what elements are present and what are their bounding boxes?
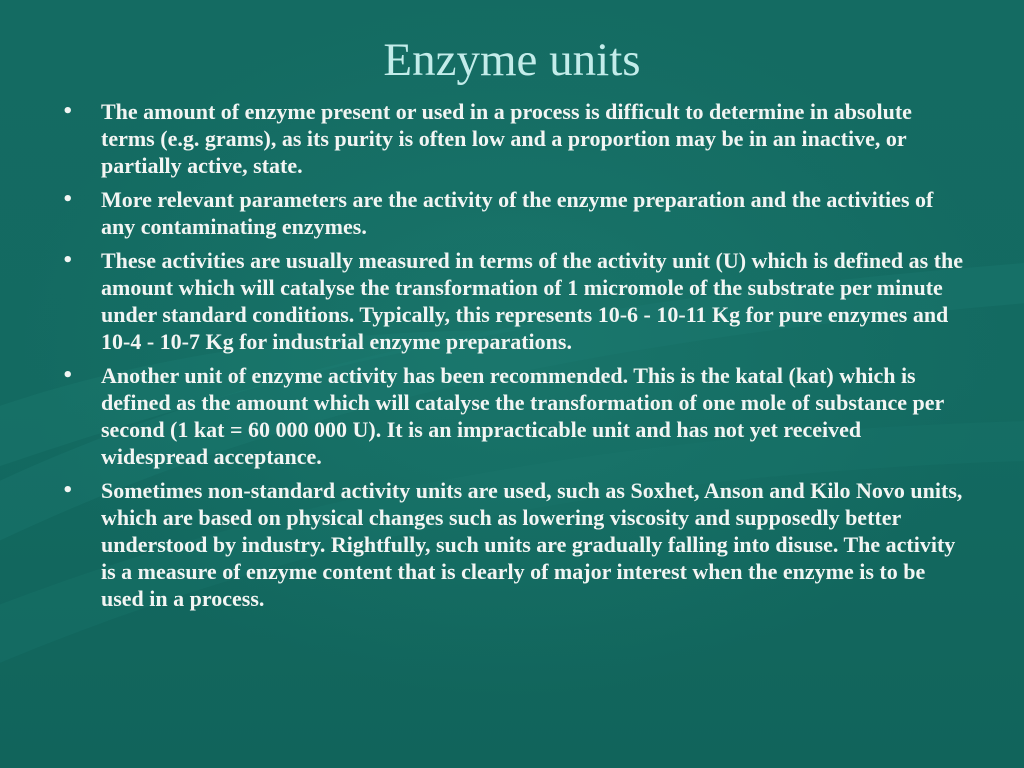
bullet-item — [60, 247, 970, 355]
bullet-item — [60, 186, 970, 240]
bullet-text: More relevant parameters are the activity of the enzyme preparation and the activities of any contaminating enzymes. — [101, 187, 934, 239]
bullet-list — [60, 98, 970, 619]
slide-title: Enzyme units — [383, 34, 641, 86]
bullet-icon: • — [62, 189, 74, 210]
bullet-text: Sometimes non-standard activity units are used, such as Soxhet, Anson and Kilo Novo units, which are based on physical changes such as lowering viscosity and supposedly better understood by industry. Rightfully, such units are gradually falling into disuse. The activity is a measure of enzyme content that is clearly of major interest when the enzyme is to be used in a process. — [101, 478, 963, 611]
bullet-text: The amount of enzyme present or used in a process is difficult to determine in absolute terms (e.g. grams), as its purity is often low and a proportion may be in an inactive, or partially active, state. — [101, 99, 912, 178]
bullet-icon: • — [62, 250, 74, 271]
bullet-text: These activities are usually measured in terms of the activity unit (U) which is defined as the amount which will catalyse the transformation of 1 micromole of the substrate per minute under standard conditions. Typically, this represents 10-6 - 10-11 Kg for pure enzymes and 10-4 - 10-7 Kg for industrial enzyme preparations. — [101, 248, 964, 354]
bullet-icon: • — [62, 101, 74, 122]
bullet-text: Another unit of enzyme activity has been recommended. This is the katal (kat) which is defined as the amount which will catalyse the transformation of one mole of substance per second (1 kat = 60 000 000 U). It is an impracticable unit and has not yet received widespread acceptance. — [101, 363, 944, 469]
bullet-item — [60, 477, 970, 612]
bullet-item — [60, 362, 970, 470]
bullet-icon: • — [62, 480, 74, 501]
bullet-icon: • — [62, 365, 74, 386]
bullet-item — [60, 98, 970, 179]
